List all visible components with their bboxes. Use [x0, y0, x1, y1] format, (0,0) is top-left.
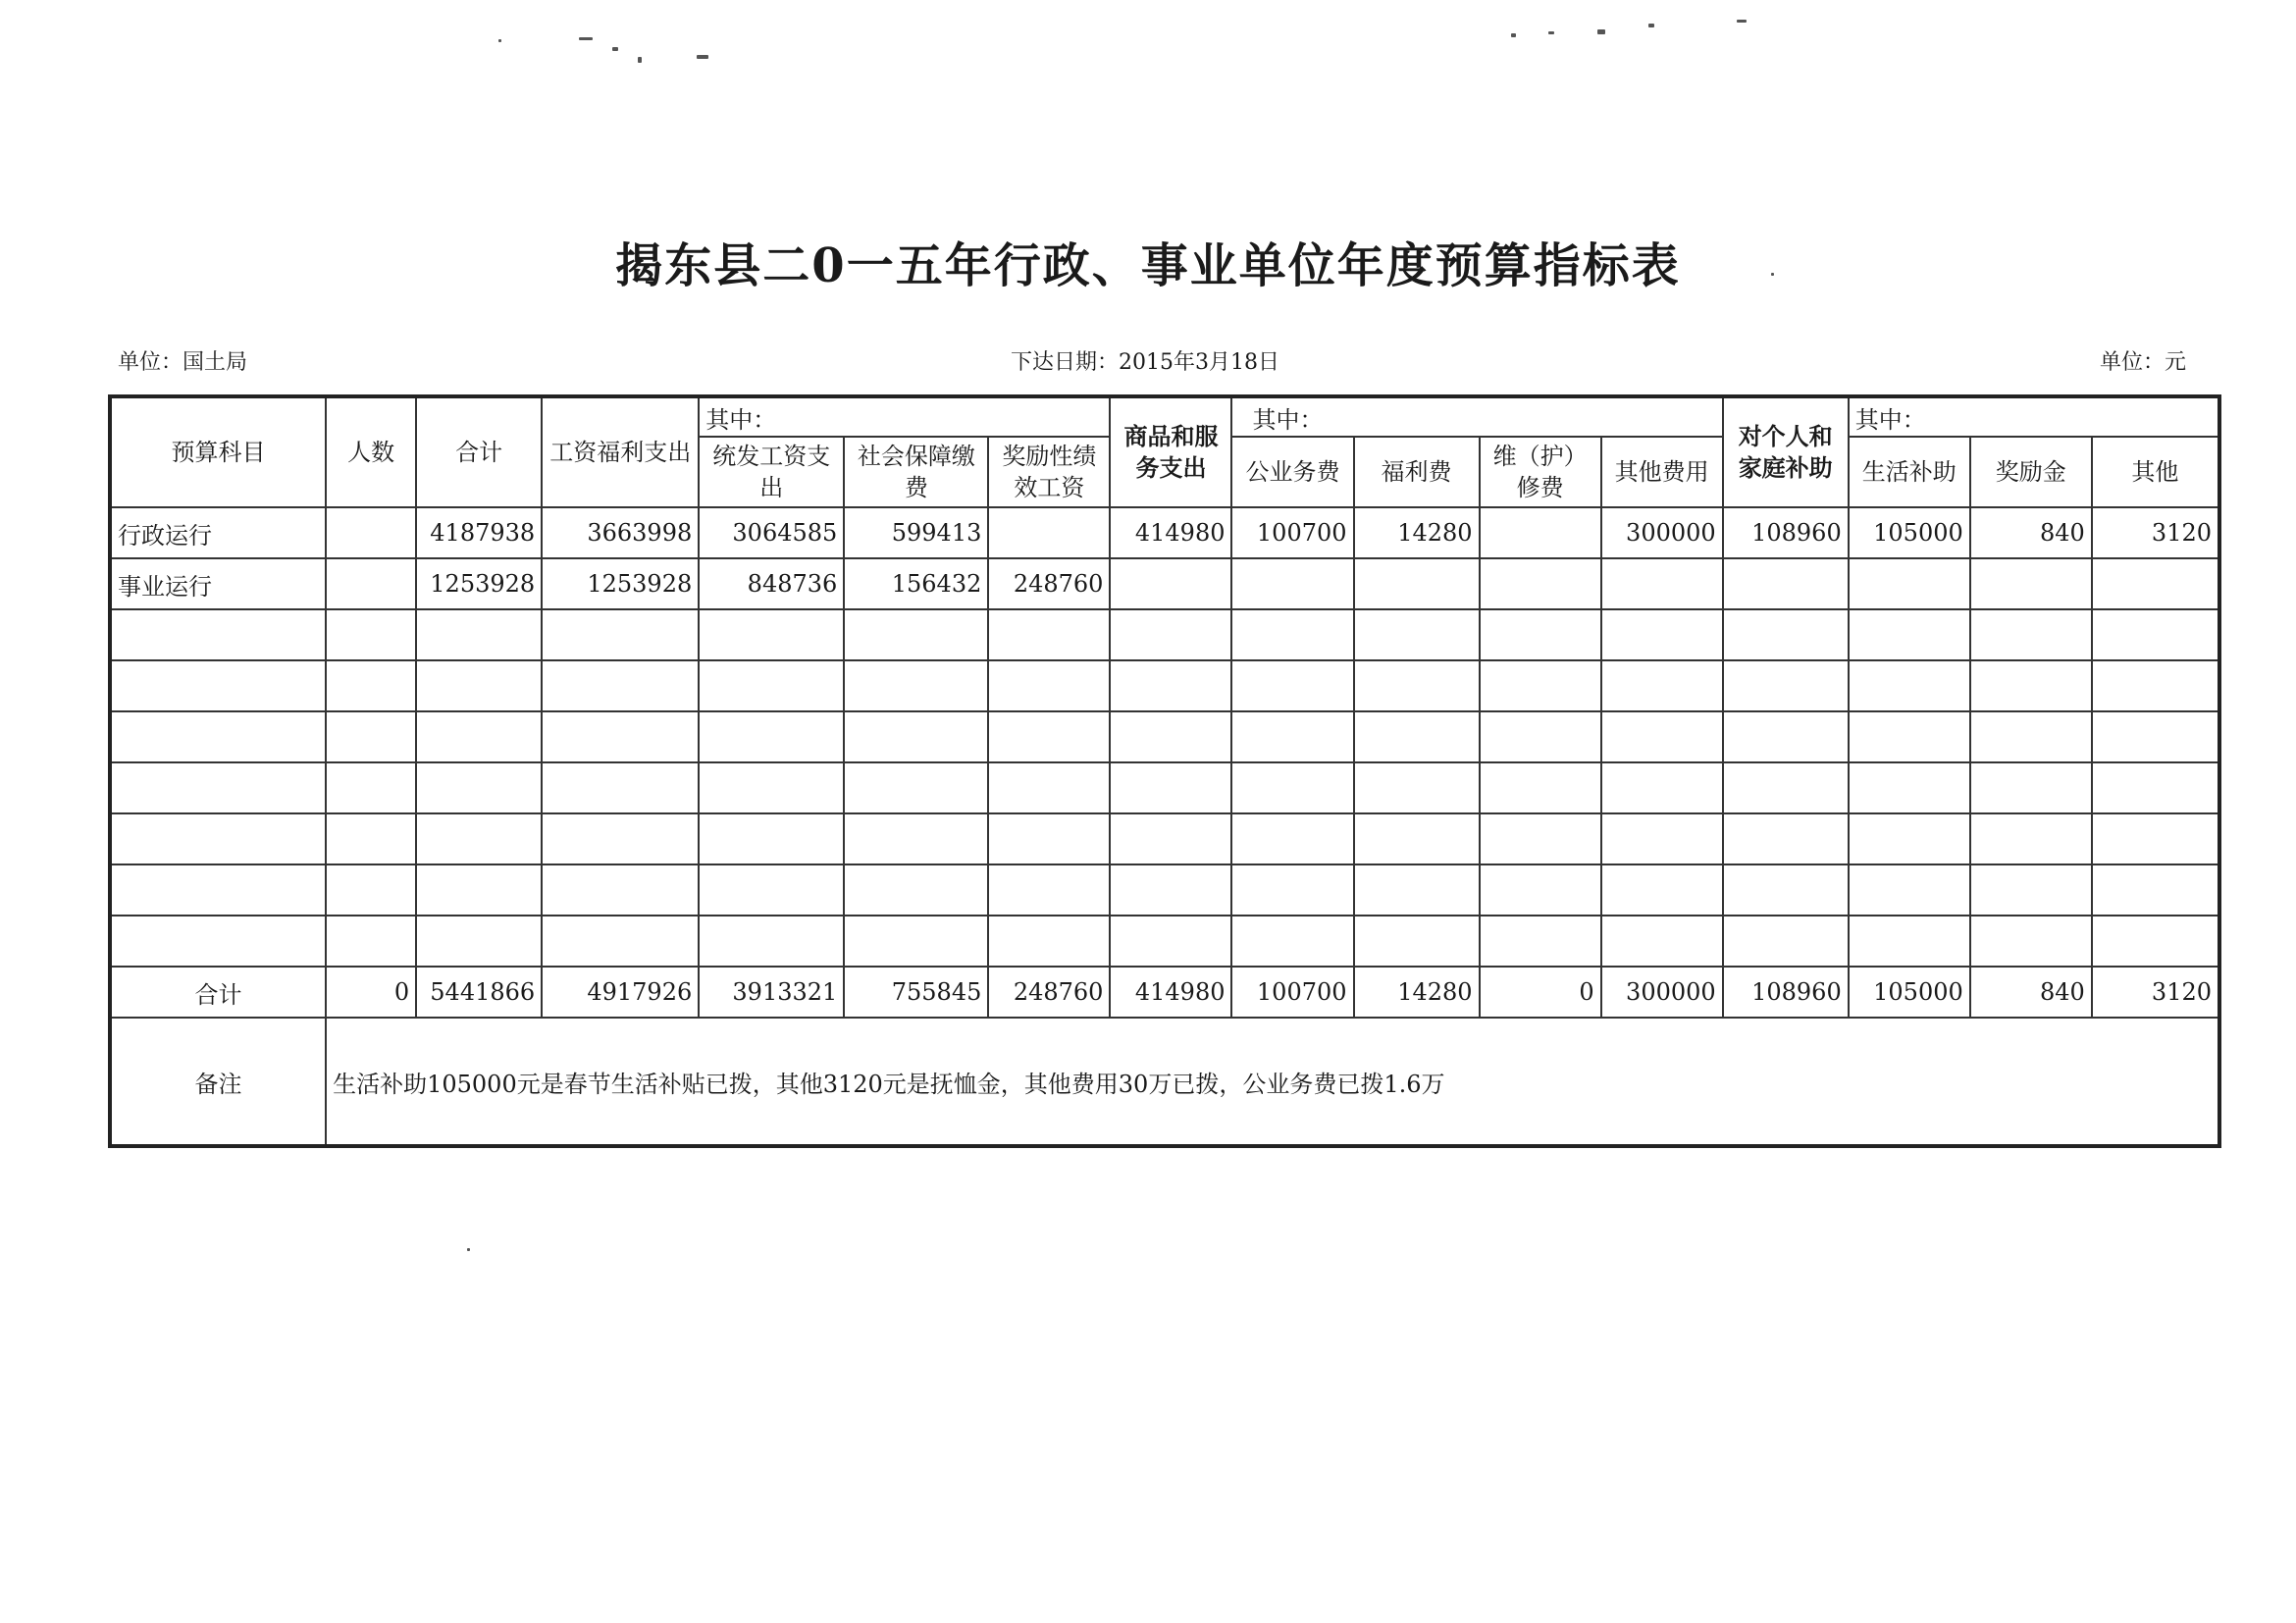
- empty-cell: [1601, 711, 1723, 762]
- empty-cell: [988, 864, 1110, 916]
- cell-wages: 1253928: [542, 558, 699, 609]
- empty-cell: [1849, 813, 1970, 864]
- row-item: 事业运行: [110, 558, 326, 609]
- empty-cell: [699, 711, 844, 762]
- header-wages-sub: 社会保障缴费: [844, 437, 988, 507]
- total-personal: 108960: [1723, 967, 1849, 1018]
- empty-cell: [1601, 864, 1723, 916]
- empty-cell: [699, 762, 844, 813]
- cell-goods-sub: 300000: [1601, 507, 1723, 558]
- empty-cell: [110, 762, 326, 813]
- cell-wages-sub: [988, 507, 1110, 558]
- empty-cell: [988, 916, 1110, 967]
- empty-cell: [1480, 762, 1601, 813]
- empty-cell: [110, 609, 326, 660]
- total-goods-sub: 0: [1480, 967, 1601, 1018]
- empty-cell: [326, 864, 416, 916]
- empty-cell: [1231, 711, 1353, 762]
- header-row-1: [110, 396, 2219, 437]
- budget-table: [108, 394, 2221, 1148]
- total-goods-sub: 14280: [1354, 967, 1480, 1018]
- issue-date: 下达日期：2015年3月18日: [1011, 350, 1279, 375]
- header-goods: 商品和服务支出: [1110, 396, 1231, 507]
- empty-cell: [1354, 711, 1480, 762]
- empty-cell: [1970, 916, 2092, 967]
- empty-cell: [1480, 813, 1601, 864]
- total-personal-sub: 3120: [2092, 967, 2219, 1018]
- empty-cell: [1231, 762, 1353, 813]
- note-label: 备注: [110, 1018, 326, 1146]
- empty-cell: [1970, 813, 2092, 864]
- cell-wages-sub: 848736: [699, 558, 844, 609]
- empty-cell: [699, 813, 844, 864]
- empty-row: [110, 762, 2219, 813]
- header-total: 合计: [416, 396, 542, 507]
- note-text: 生活补助105000元是春节生活补贴已拨，其他3120元是抚恤金，其他费用30万已拨，公业务费已拨1.6万: [326, 1018, 2219, 1146]
- empty-cell: [1849, 609, 1970, 660]
- cell-people: [326, 558, 416, 609]
- empty-cell: [2092, 711, 2219, 762]
- empty-cell: [1110, 711, 1231, 762]
- empty-cell: [542, 864, 699, 916]
- currency-label: 单位：元: [2100, 350, 2187, 375]
- empty-cell: [542, 916, 699, 967]
- empty-cell: [1970, 660, 2092, 711]
- total-wages: 4917926: [542, 967, 699, 1018]
- empty-cell: [1231, 813, 1353, 864]
- empty-cell: [844, 813, 988, 864]
- empty-cell: [1849, 864, 1970, 916]
- empty-cell: [542, 711, 699, 762]
- cell-wages-sub: 248760: [988, 558, 1110, 609]
- cell-personal-sub: 3120: [2092, 507, 2219, 558]
- totals-row: [110, 967, 2219, 1018]
- cell-personal: 108960: [1723, 507, 1849, 558]
- empty-cell: [416, 864, 542, 916]
- cell-personal-sub: [1970, 558, 2092, 609]
- empty-cell: [1354, 864, 1480, 916]
- cell-total: 4187938: [416, 507, 542, 558]
- empty-cell: [1970, 762, 2092, 813]
- empty-cell: [699, 864, 844, 916]
- empty-cell: [1970, 864, 2092, 916]
- empty-cell: [844, 762, 988, 813]
- cell-personal-sub: [2092, 558, 2219, 609]
- total-total: 5441866: [416, 967, 542, 1018]
- header-goods-sub: 维（护）修费: [1480, 437, 1601, 507]
- empty-cell: [1110, 762, 1231, 813]
- empty-cell: [1480, 711, 1601, 762]
- cell-goods-sub: [1601, 558, 1723, 609]
- empty-cell: [1723, 609, 1849, 660]
- cell-goods: 414980: [1110, 507, 1231, 558]
- empty-cell: [1970, 711, 2092, 762]
- cell-total: 1253928: [416, 558, 542, 609]
- empty-cell: [1849, 916, 1970, 967]
- totals-label: 合计: [110, 967, 326, 1018]
- empty-cell: [1723, 711, 1849, 762]
- header-goods-sub: 其他费用: [1601, 437, 1723, 507]
- empty-cell: [326, 813, 416, 864]
- cell-wages-sub: 599413: [844, 507, 988, 558]
- header-personal-of: 其中：: [1849, 396, 2219, 437]
- empty-cell: [844, 864, 988, 916]
- empty-cell: [416, 813, 542, 864]
- header-personal-sub: 其他: [2092, 437, 2219, 507]
- total-wages-sub: 755845: [844, 967, 988, 1018]
- empty-row: [110, 609, 2219, 660]
- cell-personal-sub: 840: [1970, 507, 2092, 558]
- empty-cell: [699, 660, 844, 711]
- empty-cell: [1110, 660, 1231, 711]
- note-row: [110, 1018, 2219, 1146]
- header-wages-sub: 统发工资支出: [699, 437, 844, 507]
- empty-cell: [416, 916, 542, 967]
- empty-cell: [542, 762, 699, 813]
- empty-cell: [699, 916, 844, 967]
- cell-goods-sub: 14280: [1354, 507, 1480, 558]
- empty-cell: [844, 609, 988, 660]
- empty-cell: [416, 660, 542, 711]
- empty-cell: [2092, 813, 2219, 864]
- empty-cell: [110, 864, 326, 916]
- empty-cell: [988, 711, 1110, 762]
- total-goods-sub: 100700: [1231, 967, 1353, 1018]
- cell-goods-sub: [1231, 558, 1353, 609]
- cell-wages-sub: 3064585: [699, 507, 844, 558]
- document-title: 揭东县二0一五年行政、事业单位年度预算指标表: [615, 238, 1681, 293]
- total-personal-sub: 105000: [1849, 967, 1970, 1018]
- empty-cell: [1354, 660, 1480, 711]
- empty-cell: [1849, 762, 1970, 813]
- empty-cell: [844, 711, 988, 762]
- header-goods-sub: 福利费: [1354, 437, 1480, 507]
- empty-cell: [1110, 916, 1231, 967]
- cell-wages-sub: 156432: [844, 558, 988, 609]
- empty-row: [110, 813, 2219, 864]
- empty-cell: [988, 609, 1110, 660]
- empty-cell: [1231, 660, 1353, 711]
- empty-cell: [1601, 916, 1723, 967]
- cell-wages: 3663998: [542, 507, 699, 558]
- empty-cell: [2092, 609, 2219, 660]
- header-goods-sub: 公业务费: [1231, 437, 1353, 507]
- empty-cell: [1849, 660, 1970, 711]
- empty-cell: [1110, 864, 1231, 916]
- empty-cell: [1970, 609, 2092, 660]
- empty-row: [110, 864, 2219, 916]
- empty-cell: [326, 711, 416, 762]
- total-goods: 414980: [1110, 967, 1231, 1018]
- empty-cell: [1480, 660, 1601, 711]
- empty-cell: [844, 916, 988, 967]
- empty-cell: [326, 660, 416, 711]
- empty-cell: [326, 762, 416, 813]
- empty-cell: [1110, 813, 1231, 864]
- empty-cell: [416, 609, 542, 660]
- empty-row: [110, 916, 2219, 967]
- header-wages-sub: 奖励性绩效工资: [988, 437, 1110, 507]
- empty-row: [110, 660, 2219, 711]
- empty-cell: [110, 660, 326, 711]
- empty-cell: [1723, 813, 1849, 864]
- header-personal: 对个人和家庭补助: [1723, 396, 1849, 507]
- empty-cell: [1601, 813, 1723, 864]
- empty-cell: [1231, 864, 1353, 916]
- empty-cell: [1354, 762, 1480, 813]
- header-people: 人数: [326, 396, 416, 507]
- cell-goods: [1110, 558, 1231, 609]
- empty-cell: [1231, 916, 1353, 967]
- empty-cell: [1723, 916, 1849, 967]
- empty-cell: [326, 609, 416, 660]
- empty-cell: [1849, 711, 1970, 762]
- total-wages-sub: 248760: [988, 967, 1110, 1018]
- empty-cell: [1601, 762, 1723, 813]
- empty-cell: [326, 916, 416, 967]
- empty-cell: [844, 660, 988, 711]
- total-people: 0: [326, 967, 416, 1018]
- empty-cell: [416, 762, 542, 813]
- empty-cell: [1723, 762, 1849, 813]
- cell-goods-sub: [1480, 558, 1601, 609]
- empty-cell: [1110, 609, 1231, 660]
- header-goods-of: 其中：: [1231, 396, 1722, 437]
- empty-cell: [1480, 609, 1601, 660]
- empty-cell: [416, 711, 542, 762]
- header-wages: 工资福利支出: [542, 396, 699, 507]
- header-personal-sub: 生活补助: [1849, 437, 1970, 507]
- empty-cell: [110, 813, 326, 864]
- header-item: 预算科目: [110, 396, 326, 507]
- empty-cell: [542, 660, 699, 711]
- empty-cell: [988, 660, 1110, 711]
- empty-cell: [1601, 660, 1723, 711]
- header-personal-sub: 奖励金: [1970, 437, 2092, 507]
- empty-cell: [1354, 813, 1480, 864]
- empty-cell: [110, 711, 326, 762]
- empty-cell: [1231, 609, 1353, 660]
- empty-cell: [110, 916, 326, 967]
- empty-cell: [2092, 864, 2219, 916]
- cell-goods-sub: 100700: [1231, 507, 1353, 558]
- cell-personal-sub: 105000: [1849, 507, 1970, 558]
- empty-cell: [542, 609, 699, 660]
- empty-cell: [1723, 864, 1849, 916]
- cell-goods-sub: [1480, 507, 1601, 558]
- empty-cell: [1723, 660, 1849, 711]
- total-goods-sub: 300000: [1601, 967, 1723, 1018]
- empty-cell: [2092, 916, 2219, 967]
- total-personal-sub: 840: [1970, 967, 2092, 1018]
- header-wages-of: 其中：: [699, 396, 1110, 437]
- empty-cell: [1480, 916, 1601, 967]
- empty-row: [110, 711, 2219, 762]
- table-row: [110, 507, 2219, 558]
- empty-cell: [699, 609, 844, 660]
- empty-cell: [1601, 609, 1723, 660]
- total-wages-sub: 3913321: [699, 967, 844, 1018]
- empty-cell: [542, 813, 699, 864]
- cell-goods-sub: [1354, 558, 1480, 609]
- empty-cell: [988, 762, 1110, 813]
- table-row: [110, 558, 2219, 609]
- empty-cell: [2092, 762, 2219, 813]
- empty-cell: [1354, 916, 1480, 967]
- empty-cell: [1354, 609, 1480, 660]
- row-item: 行政运行: [110, 507, 326, 558]
- unit-label: 单位：国土局: [118, 350, 248, 375]
- empty-cell: [988, 813, 1110, 864]
- cell-people: [326, 507, 416, 558]
- cell-personal: [1723, 558, 1849, 609]
- empty-cell: [1480, 864, 1601, 916]
- cell-personal-sub: [1849, 558, 1970, 609]
- empty-cell: [2092, 660, 2219, 711]
